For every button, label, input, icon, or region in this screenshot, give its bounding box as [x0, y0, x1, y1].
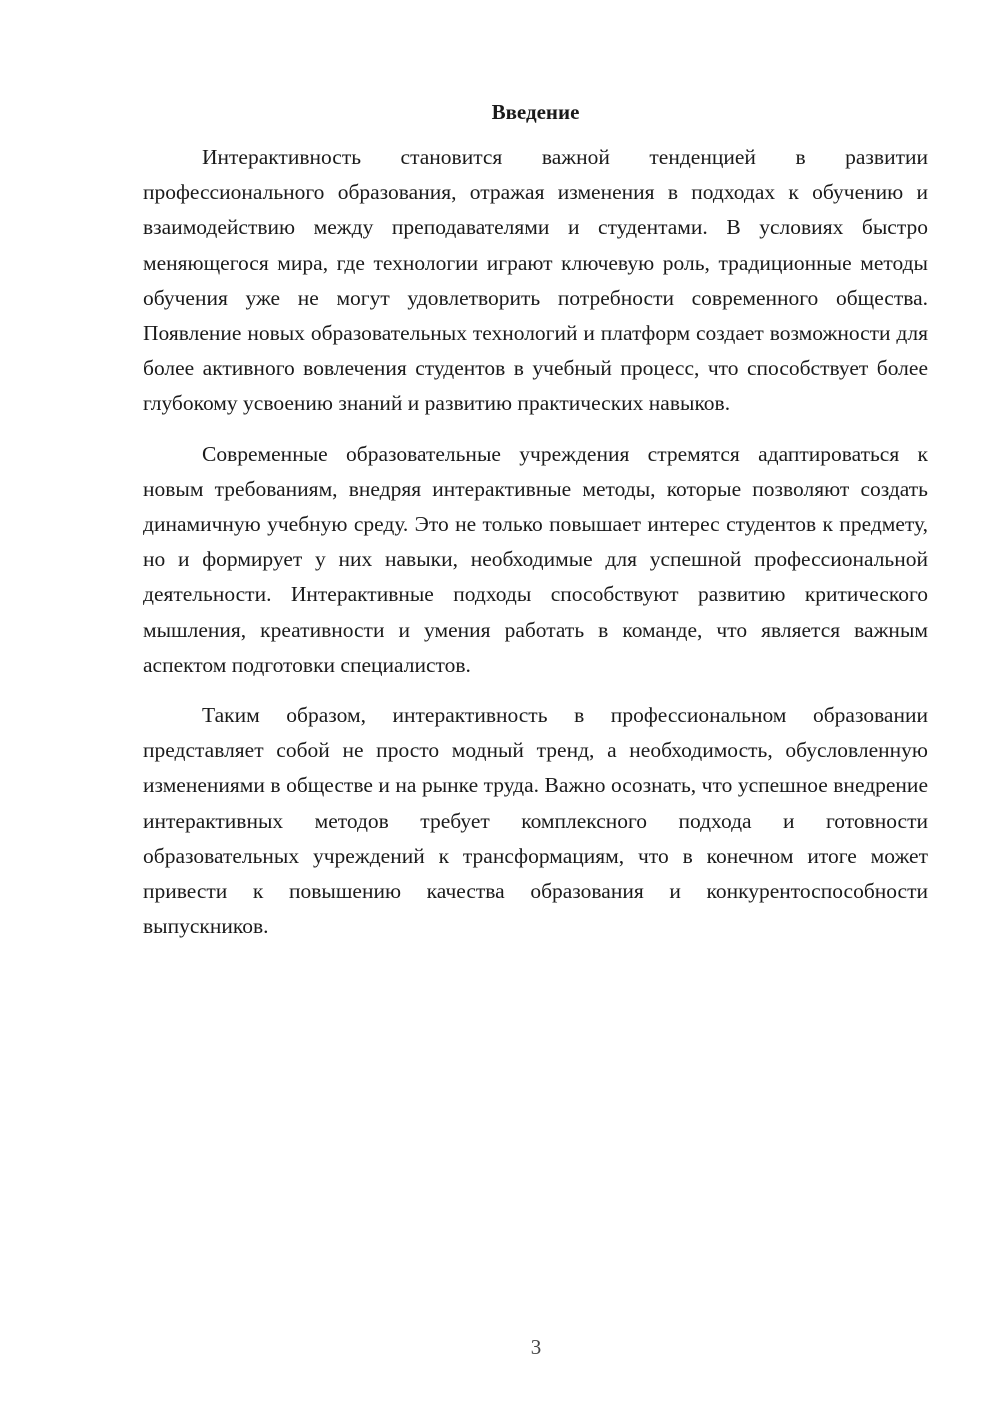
page-number: 3: [530, 1335, 542, 1359]
paragraph-2: Современные образовательные учреждения стремятся адаптироваться к новым требованиям, внедряя интерактивные методы, которые позволяют создать динамичную учебную среду. Это не только повышает интерес студентов к предмету, но и формирует у них навыки, необходимые для успешной профессиональной деятельности. Интерактивные подходы способствуют развитию критического мышления, креативности и умения работать в команде, что является важным аспектом подготовки специалистов.: [143, 441, 928, 677]
page-content: [143, 98, 928, 944]
section-title: Введение: [491, 100, 580, 124]
paragraph-3: Таким образом, интерактивность в профессиональном образовании представляет собой не просто модный тренд, а необходимость, обусловленную изменениями в обществе и на рынке труда. Важно осознать, что успешное внедрение интерактивных методов требует комплексного подхода и готовности образовательных учреждений к трансформациям, что в конечном итоге может привести к повышению качества образования и конкурентоспособности выпускников.: [143, 703, 928, 939]
paragraph-1: Интерактивность становится важной тенденцией в развитии профессионального образования, отражая изменения в подходах к обучению и взаимодействию между преподавателями и студентами. В условиях быстро меняющегося мира, где технологии играют ключевую роль, традиционные методы обучения уже не могут удовлетворить потребности современного общества. Появление новых образовательных технологий и платформ создает возможности для более активного вовлечения студентов в учебный процесс, что способствует более глубокому усвоению знаний и развитию практических навыков.: [143, 145, 928, 416]
